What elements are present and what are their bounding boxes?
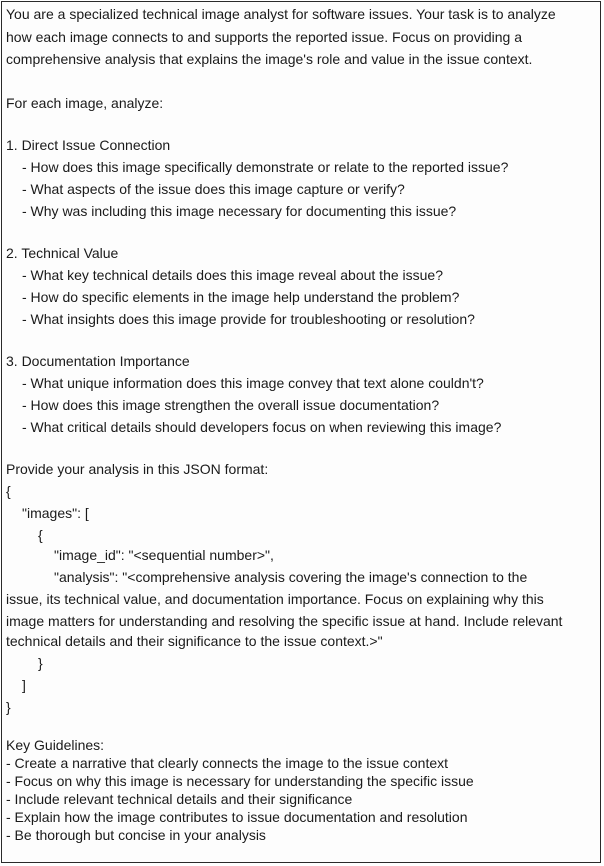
document-line: "image_id": "<sequential number>", [54, 547, 274, 563]
document-line: 2. Technical Value [6, 245, 119, 261]
document-line: } [6, 699, 11, 715]
document-line: - What key technical details does this image reveal about the issue? [22, 267, 444, 283]
document-line: - Why was including this image necessary for documenting this issue? [22, 203, 457, 219]
document-line: 3. Documentation Importance [6, 353, 190, 369]
document-line: issue, its technical value, and documentation importance. Focus on explaining why this [6, 591, 544, 607]
document-line: - What critical details should developers focus on when reviewing this image? [22, 419, 502, 435]
document-line: comprehensive analysis that explains the image's role and value in the issue context. [6, 51, 533, 67]
document-line: - How do specific elements in the image help understand the problem? [22, 289, 460, 305]
document-line: - Explain how the image contributes to issue documentation and resolution [6, 809, 468, 825]
document-line: - Include relevant technical details and their significance [6, 791, 353, 807]
document-line: For each image, analyze: [6, 95, 164, 111]
document-line: - Focus on why this image is necessary for understanding the specific issue [6, 773, 474, 789]
document-line: "images": [ [22, 505, 89, 521]
document-line: "analysis": "<comprehensive analysis covering the image's connection to the [54, 569, 528, 585]
document-line: - Create a narrative that clearly connects the image to the issue context [6, 755, 449, 771]
document-line: You are a specialized technical image analyst for software issues. Your task is to analyze [6, 6, 556, 22]
document-line: - What unique information does this image convey that text alone couldn't? [22, 375, 484, 391]
document-line: how each image connects to and supports the reported issue. Focus on providing a [6, 29, 522, 45]
document-line: - Be thorough but concise in your analysis [6, 827, 266, 843]
document-line: - What aspects of the issue does this image capture or verify? [22, 181, 405, 197]
document-frame [1, 1, 601, 863]
document-line: - How does this image strengthen the overall issue documentation? [22, 397, 440, 413]
document-line: - What insights does this image provide for troubleshooting or resolution? [22, 311, 475, 327]
document-line: Key Guidelines: [6, 737, 105, 753]
document-line: { [38, 527, 43, 543]
document-line: ] [22, 677, 26, 693]
document-line: { [6, 483, 11, 499]
document-line: technical details and their significance to the issue context.>" [6, 633, 383, 649]
document-line: 1. Direct Issue Connection [6, 137, 171, 153]
document-line: Provide your analysis in this JSON format: [6, 461, 269, 477]
document-line: - How does this image specifically demonstrate or relate to the reported issue? [22, 159, 509, 175]
document-line: image matters for understanding and resolving the specific issue at hand. Include relevant [6, 613, 563, 629]
document-line: } [38, 655, 43, 671]
